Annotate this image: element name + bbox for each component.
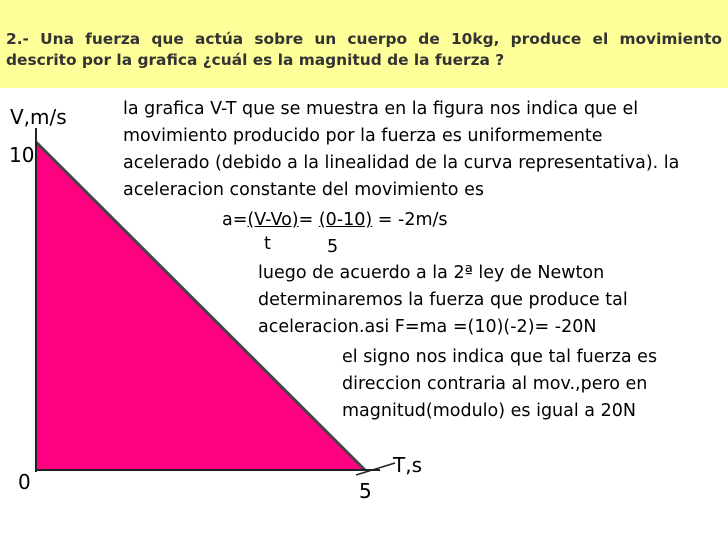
origin-label: 0 (18, 470, 31, 494)
explanation-line: luego de acuerdo a la 2ª ley de Newton (258, 263, 605, 283)
acceleration-formula (222, 210, 448, 230)
explanation-line: el signo nos indica que tal fuerza es (342, 347, 658, 367)
formula-numerator-2: (0-10) (318, 210, 373, 230)
explanation-line: aceleracion constante del movimiento es (123, 180, 484, 200)
explanation-line: direccion contraria al mov.,pero en (342, 374, 648, 394)
explanation-line: determinaremos la fuerza que produce tal (258, 290, 628, 310)
explanation-line: movimiento producido por la fuerza es uniformemente (123, 126, 603, 146)
explanation-line: aceleracion.asi F=ma =(10)(-2)= -20N (258, 317, 597, 337)
formula-a: a= (222, 210, 248, 230)
formula-denominator-1: t (264, 234, 271, 254)
y-axis-label: V,m/s (10, 105, 67, 129)
problem-statement: 2.- Una fuerza que actúa sobre un cuerpo de 10kg, produce el movimiento descrito por la grafica ¿cuál es la magnitud de la fuerza ? (6, 30, 722, 69)
y-tick-10: 10 (9, 143, 35, 167)
x-axis-label: T,s (393, 453, 422, 477)
formula-equals: = (298, 210, 319, 230)
formula-result: = -2m/s (372, 210, 448, 230)
explanation-line: magnitud(modulo) es igual a 20N (342, 401, 636, 421)
x-tick-5: 5 (359, 479, 372, 503)
explanation-line: la grafica V-T que se muestra en la figura nos indica que el (123, 99, 639, 119)
explanation-line: acelerado (debido a la linealidad de la curva representativa). la (123, 153, 680, 173)
formula-denominator-2: 5 (327, 237, 339, 257)
formula-numerator-1: (V-Vo) (247, 210, 299, 230)
